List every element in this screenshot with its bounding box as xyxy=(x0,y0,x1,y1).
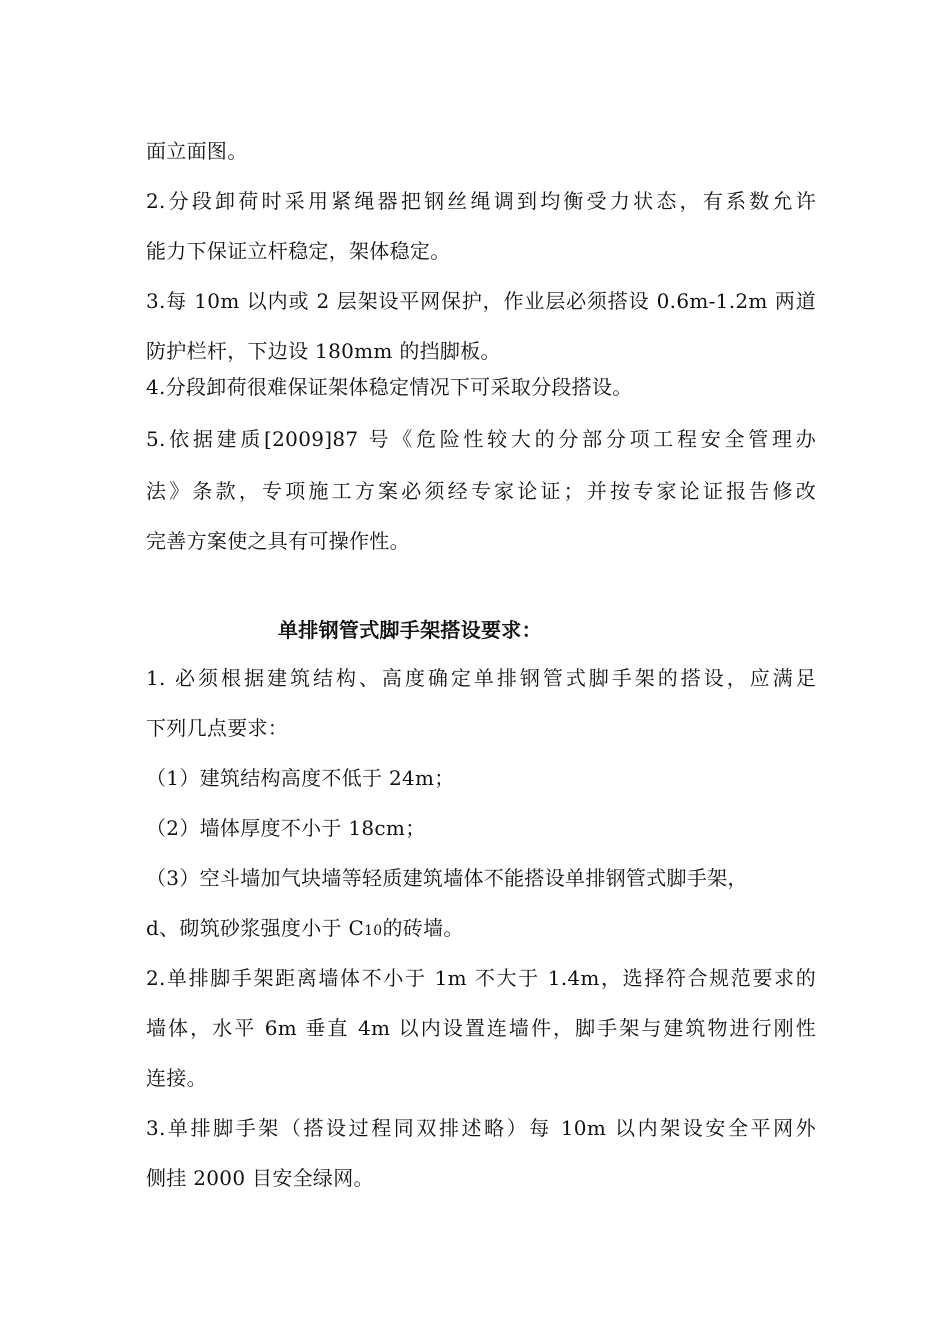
text-line: 3.每 10m 以内或 2 层架设平网保护，作业层必须搭设 0.6m-1.2m 两道 xyxy=(146,289,816,313)
text-line: 2.单排脚手架距离墙体不小于 1m 不大于 1.4m，选择符合规范要求的 xyxy=(146,966,816,990)
text-line: 完善方案使之具有可操作性。 xyxy=(146,529,410,553)
text-line xyxy=(146,914,816,945)
subscript-text: 10 xyxy=(364,923,383,939)
section-heading: 单排钢管式脚手架搭设要求： xyxy=(278,618,542,642)
text-line: 墙体，水平 6m 垂直 4m 以内设置连墙件，脚手架与建筑物进行刚性 xyxy=(146,1016,816,1040)
text-fragment: 的砖墙。 xyxy=(382,916,464,940)
text-line: 下列几点要求： xyxy=(146,716,289,740)
text-line: 2.分段卸荷时采用紧绳器把钢丝绳调到均衡受力状态，有系数允许 xyxy=(146,189,816,213)
text-line: 侧挂 2000 目安全绿网。 xyxy=(146,1166,374,1190)
text-line: 连接。 xyxy=(146,1066,207,1090)
text-fragment: d、砌筑砂浆强度小于 C xyxy=(146,916,365,940)
text-line: 4.分段卸荷很难保证架体稳定情况下可采取分段搭设。 xyxy=(146,375,633,399)
text-line: 能力下保证立杆稳定，架体稳定。 xyxy=(146,239,451,263)
text-line: （3）空斗墙加气块墙等轻质建筑墙体不能搭设单排钢管式脚手架， xyxy=(146,866,748,890)
text-line: （1）建筑结构高度不低于 24m； xyxy=(146,766,455,790)
text-line: 法》条款，专项施工方案必须经专家论证；并按专家论证报告修改 xyxy=(146,479,816,503)
text-line: 1. 必须根据建筑结构、高度确定单排钢管式脚手架的搭设，应满足 xyxy=(146,666,816,690)
text-line: 面立面图。 xyxy=(146,139,248,163)
text-line: 5.依据建质[2009]87 号《危险性较大的分部分项工程安全管理办 xyxy=(146,427,816,451)
text-line: 3.单排脚手架（搭设过程同双排述略）每 10m 以内架设安全平网外 xyxy=(146,1116,816,1140)
text-line: （2）墙体厚度不小于 18cm； xyxy=(146,816,426,840)
text-line: 防护栏杆，下边设 180mm 的挡脚板。 xyxy=(146,339,501,363)
